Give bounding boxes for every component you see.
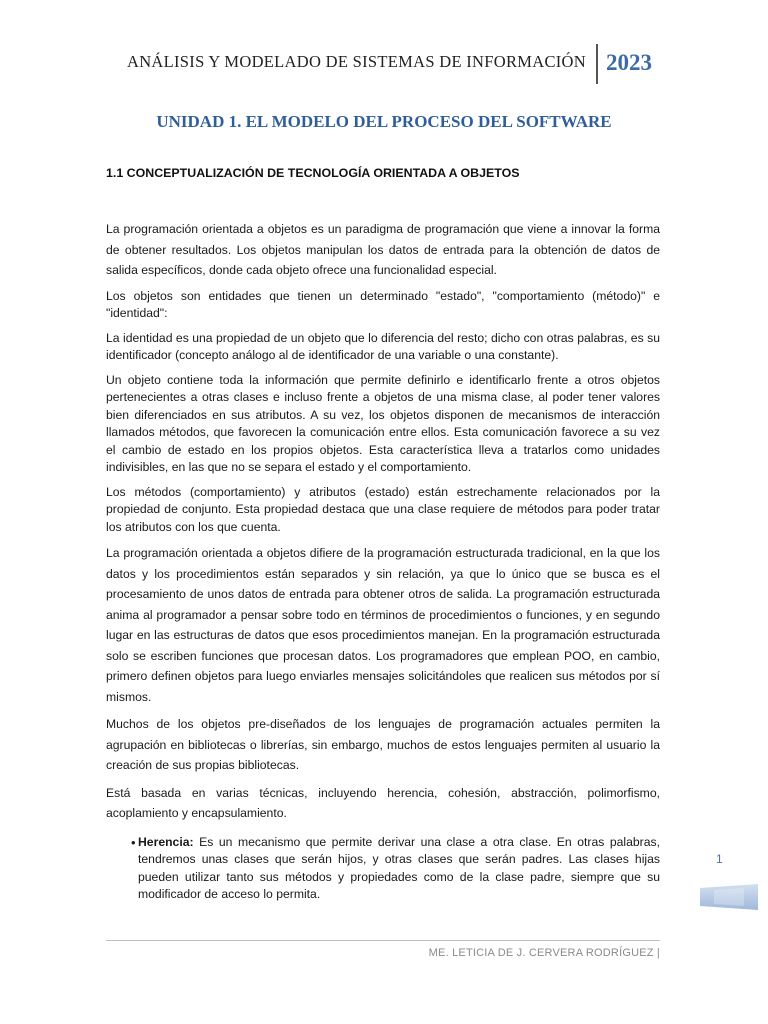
paragraph-object-info: Un objeto contiene toda la información que permite definirlo e identificarlo frente a otros objetos pertenecientes a otras clases e incluso frente a objetos de una misma clase, al poder tener valores bien diferenciados en sus atributos. A su vez, los objetos disponen de mecanismos de interacción llamados métodos, que favorecen la comunicación entre ellos. Esta comunicación favorece a su vez el cambio de estado en los propios objetos. Esta característica lleva a tratarlos como unidades indivisibles, en las que no se separa el estado y el comportamiento.	[106, 372, 660, 474]
paragraph-objects: Los objetos son entidades que tienen un determinado "estado", "comportamiento (método)" e "identidad":	[106, 288, 660, 320]
paragraph-identity: La identidad es una propiedad de un objeto que lo diferencia del resto; dicho con otras palabras, es su identificador (concepto análogo al de identificador de una variable o una constante).	[106, 330, 660, 362]
document-body	[106, 219, 660, 904]
header-divider	[596, 44, 598, 84]
unit-title: UNIDAD 1. EL MODELO DEL PROCESO DEL SOFTWARE	[156, 112, 612, 131]
section-heading: 1.1 CONCEPTUALIZACIÓN DE TECNOLOGÍA ORIENTADA A OBJETOS	[106, 166, 520, 180]
footer-author: ME. LETICIA DE J. CERVERA RODRÍGUEZ |	[428, 947, 660, 959]
page-number: 1	[716, 852, 723, 866]
technique-list	[106, 834, 660, 904]
bullet-icon: •	[131, 834, 136, 850]
paragraph-techniques: Está basada en varias técnicas, incluyendo herencia, cohesión, abstracción, polimorfismo, acoplamiento y encapsulamiento.	[106, 785, 660, 820]
paragraph-methods: Los métodos (comportamiento) y atributos (estado) están estrechamente relacionados por la propiedad de conjunto. Esta propiedad destaca que una clase requiere de métodos para poder tratar los atributos con los que cuenta.	[106, 484, 660, 534]
footer-divider	[106, 940, 660, 941]
header-title: ANÁLISIS Y MODELADO DE SISTEMAS DE INFORMACIÓN	[126, 52, 586, 71]
header-year: 2023	[606, 50, 652, 75]
list-item	[106, 834, 660, 904]
paragraph-libraries: Muchos de los objetos pre-diseñados de los lenguajes de programación actuales permiten la agrupación en bibliotecas o librerías, sin embargo, muchos de estos lenguajes permiten al usuario la creación de sus propias bibliotecas.	[106, 717, 660, 772]
paragraph-structured: La programación orientada a objetos difiere de la programación estructurada tradicional, en la que los datos y los procedimientos están separados y sin relación, ya que lo único que se busca es el procesamiento de unos datos de entrada para obtener otros de salida. La programación estructurada anima al programador a pensar sobre todo en términos de procedimientos o funciones, y en segundo lugar en las estructuras de datos que esos procedimientos manejan. En la programación estructurada solo se escriben funciones que procesan datos. Los programadores que emplean POO, en cambio, primero definen objetos para luego enviarles mensajes solicitándoles que realicen sus métodos por sí mismos.	[106, 546, 660, 704]
bullet-text: Es un mecanismo que permite derivar una clase a otra clase. En otras palabras, tendremos unas clases que serán hijos, y otras clases que serán padres. Las clases hijas pueden utilizar tanto sus métodos y propiedades como de la clase padre, siempre que su modificador de acceso lo permita.	[138, 834, 660, 901]
paragraph-intro: La programación orientada a objetos es un paradigma de programación que viene a innovar la forma de obtener resultados. Los objetos manipulan los datos de entrada para la obtención de datos de salida específicos, donde cada objeto ofrece una funcionalidad especial.	[106, 222, 660, 277]
page-tab-decoration	[700, 884, 758, 910]
bullet-term: Herencia:	[138, 834, 194, 849]
